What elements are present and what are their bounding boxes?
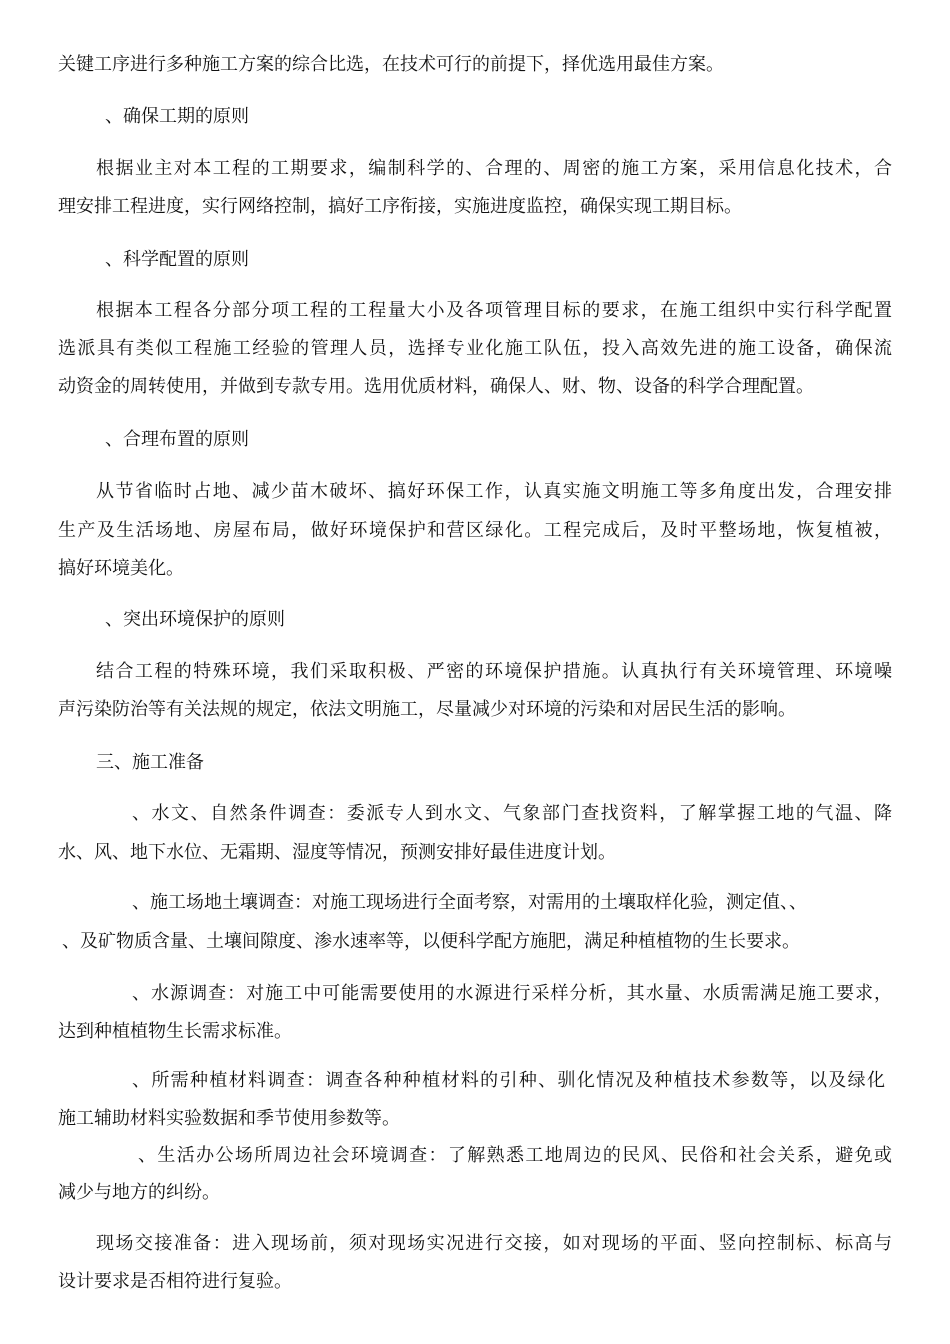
paragraph-line: 、水文、自然条件调查：委派专人到水文、气象部门查找资料，了解掌握工地的气温、降: [132, 803, 892, 824]
paragraph-line: 选派具有类似工程施工经验的管理人员，选择专业化施工队伍，投入高效先进的施工设备，确保流: [58, 338, 892, 359]
paragraph-line: 水、风、地下水位、无霜期、湿度等情况，预测安排好最佳进度计划。: [58, 842, 616, 863]
section-heading: 、科学配置的原则: [105, 249, 249, 270]
paragraph-line: 根据业主对本工程的工期要求，编制科学的、合理的、周密的施工方案，采用信息化技术，合: [96, 158, 892, 179]
section-heading: 、确保工期的原则: [105, 106, 249, 127]
paragraph-line: 搞好环境美化。: [58, 558, 184, 579]
paragraph-line: 声污染防治等有关法规的规定，依法文明施工，尽量减少对环境的污染和对居民生活的影响。: [58, 699, 796, 720]
paragraph-line: 动资金的周转使用，并做到专款专用。选用优质材料，确保人、财、物、设备的科学合理配置。: [58, 376, 814, 397]
paragraph-line: 关键工序进行多种施工方案的综合比选，在技术可行的前提下，择优选用最佳方案。: [58, 54, 724, 75]
paragraph-line: 达到种植植物生长需求标准。: [58, 1021, 292, 1042]
paragraph-line: 、所需种植材料调查：调查各种种植材料的引种、驯化情况及种植技术参数等，以及绿化: [132, 1070, 885, 1091]
section-heading: 、合理布置的原则: [105, 429, 249, 450]
paragraph-line: 、施工场地土壤调查：对施工现场进行全面考察，对需用的土壤取样化验，测定值、、: [132, 892, 807, 913]
paragraph-line: 结合工程的特殊环境，我们采取积极、严密的环境保护措施。认真执行有关环境管理、环境噪: [96, 661, 892, 682]
paragraph-line: 减少与地方的纠纷。: [58, 1182, 220, 1203]
section-heading: 、突出环境保护的原则: [105, 609, 285, 630]
paragraph-line: 设计要求是否相符进行复验。: [58, 1271, 292, 1292]
paragraph-line: 理安排工程进度，实行网络控制，搞好工序衔接，实施进度监控，确保实现工期目标。: [58, 196, 742, 217]
paragraph-line: 生产及生活场地、房屋布局，做好环境保护和营区绿化。工程完成后，及时平整场地，恢复植被，: [58, 520, 892, 541]
paragraph-line: 、生活办公场所周边社会环境调查：了解熟悉工地周边的民风、民俗和社会关系，避免或: [138, 1145, 892, 1166]
paragraph-line: 从节省临时占地、减少苗木破坏、搞好环保工作，认真实施文明施工等多角度出发，合理安排: [96, 481, 892, 502]
paragraph-line: 、水源调查：对施工中可能需要使用的水源进行采样分析，其水量、水质需满足施工要求，: [132, 983, 892, 1004]
paragraph-line: 施工辅助材料实验数据和季节使用参数等。: [58, 1108, 400, 1129]
paragraph-line: 根据本工程各分部分项工程的工程量大小及各项管理目标的要求，在施工组织中实行科学配置: [96, 300, 892, 321]
chapter-heading: 三、施工准备: [96, 752, 204, 773]
paragraph-line: 、及矿物质含量、土壤间隙度、渗水速率等，以便科学配方施肥，满足种植植物的生长要求。: [62, 931, 800, 952]
paragraph-line: 现场交接准备：进入现场前，须对现场实况进行交接，如对现场的平面、竖向控制标、标高与: [96, 1233, 892, 1254]
